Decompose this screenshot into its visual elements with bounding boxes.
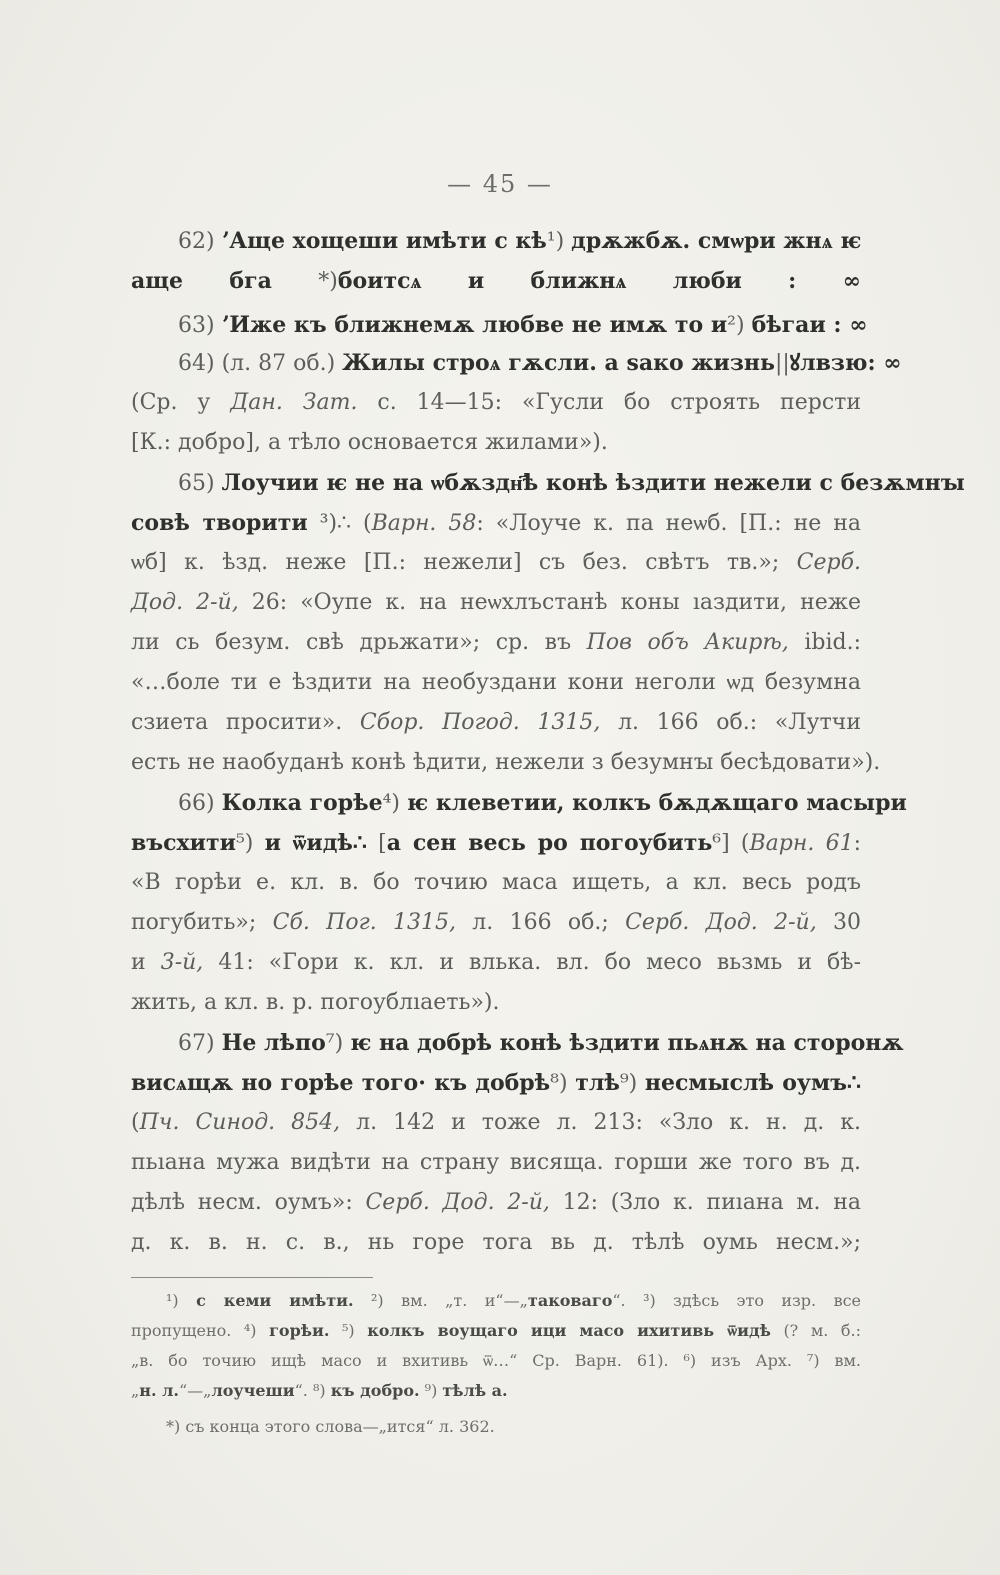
source-reference: Сбор. Погод. 1315,: [359, 710, 601, 735]
church-slavonic-text: Лоучии ѥ не на ѡбѫздн҃ѣ конѣ ѣздити нежели с безѫмнꙑ: [221, 470, 965, 496]
commentary-text: л. 142 и тоже л. 213: «Зло к. н. д. к.: [340, 1110, 861, 1135]
commentary-text: ²) вм. „т. и“—„: [353, 1291, 528, 1310]
church-slavonic-text: аще бга: [131, 268, 319, 294]
commentary-text: ¹): [546, 229, 572, 254]
commentary-text: ibid.:: [788, 630, 862, 655]
church-slavonic-text: ʼАще хощеши имѣти с кѣ: [221, 228, 547, 254]
church-slavonic-text: тѣлѣ а.: [442, 1381, 508, 1400]
commentary-text: и: [131, 950, 161, 975]
text-line: [131, 1188, 861, 1220]
commentary-text: “. ⁸): [294, 1381, 331, 1400]
text-line: [131, 748, 881, 780]
commentary-text: ⁶] (: [712, 831, 750, 856]
commentary-text: 63): [178, 313, 222, 338]
commentary-text: „в. бо точию ищѣ масо и вхитивь ѿ…“ Ср. Варн. 61). ⁶) изъ Арх. ⁷) вм.: [131, 1351, 861, 1370]
commentary-text: ||: [774, 351, 790, 376]
church-slavonic-text: висѧщѫ но горѣе того· къ добрѣ: [131, 1070, 551, 1096]
text-line: [131, 428, 861, 460]
source-reference: Серб.: [796, 550, 861, 575]
footnote-line: [131, 1380, 861, 1404]
commentary-text: ⁴): [382, 791, 407, 816]
commentary-text: жить, а кл. в. р. погоублıаеть»).: [131, 990, 500, 1015]
commentary-text: сзиета просити».: [131, 710, 360, 735]
text-line: [131, 668, 861, 700]
text-line: [131, 1068, 861, 1100]
source-reference: Дан. Зат.: [230, 390, 358, 415]
commentary-text: ⁵): [329, 1321, 368, 1340]
text-line: [178, 468, 965, 500]
commentary-text: :: [853, 831, 861, 856]
commentary-text: ²): [727, 313, 752, 338]
church-slavonic-text: таковаго: [527, 1291, 613, 1310]
commentary-text: «…боле ти е ѣздити на необуздани кони неголи ѡд безумна: [131, 670, 861, 695]
text-line: [178, 310, 868, 342]
commentary-text: л. 166 об.;: [456, 910, 626, 935]
source-reference: Пч. Синод. 854,: [139, 1110, 341, 1135]
church-slavonic-text: совѣ творити: [131, 510, 308, 536]
text-line: [131, 868, 861, 900]
commentary-text: ѡб] к. ѣзд. неже [П.: нежели] съ без. свѣтъ тв.»;: [131, 550, 797, 575]
commentary-text: [: [366, 831, 387, 856]
commentary-text: пропущено. ⁴): [131, 1321, 270, 1340]
commentary-text: 62): [178, 229, 222, 254]
commentary-text: пьıана мужа видѣти на страну висяща. горши же того въ д.: [131, 1150, 861, 1175]
church-slavonic-text: въсхити: [131, 830, 236, 856]
commentary-text: ¹): [166, 1291, 197, 1310]
text-line: [178, 226, 861, 258]
footnote-divider: [131, 1277, 373, 1278]
commentary-text: ⁹): [419, 1381, 443, 1400]
source-reference: Дод. 2-й,: [131, 590, 239, 615]
commentary-text: 12: (Зло к. пиıана м. на: [549, 1190, 861, 1215]
text-line: [131, 388, 861, 420]
commentary-text: ли сь безум. свѣ дрьжати»; ср. въ: [131, 630, 587, 655]
commentary-text: д. к. в. н. с. в., нь горе тога вь д. тѣлѣ оумь несм.»;: [131, 1230, 861, 1255]
commentary-text: *): [318, 269, 338, 294]
church-slavonic-text: ꙋлвзю: ∞: [789, 350, 902, 376]
commentary-text: „: [131, 1381, 140, 1400]
church-slavonic-text: ѥ на добрѣ конѣ ѣздити пьѧнѫ на сторонѫ: [350, 1030, 904, 1056]
text-line: [178, 348, 902, 380]
church-slavonic-text: лоучеши: [211, 1381, 295, 1400]
text-line: [131, 628, 861, 660]
church-slavonic-text: ѥ клеветии, колкъ бѫдѫщаго масыри: [407, 790, 907, 816]
page-number: — 45 —: [447, 170, 553, 198]
text-line: [178, 1028, 904, 1060]
text-line: [131, 588, 861, 620]
text-line: [131, 1148, 861, 1180]
commentary-text: погубить»;: [131, 910, 273, 935]
text-line: [131, 708, 861, 740]
text-line: [131, 988, 861, 1020]
commentary-text: «В горѣи е. кл. в. бо точию маса ищеть, а кл. весь родъ: [131, 870, 861, 895]
church-slavonic-text: боитсѧ и ближнѧ люби : ∞: [337, 268, 861, 294]
commentary-text: 41: «Гори к. кл. и влька. вл. бо месо вьзмь и бѣ-: [203, 950, 861, 975]
church-slavonic-text: Жилы строѧ гѫсли. а ѕако жизнь: [342, 350, 775, 376]
church-slavonic-text: Колка горѣе: [221, 790, 383, 816]
footnote-line: [131, 1350, 861, 1374]
commentary-text: [К.: добро], а тѣло основается жилами»).: [131, 430, 608, 455]
commentary-text: ⁷): [325, 1031, 351, 1056]
commentary-text: 30: [816, 910, 861, 935]
commentary-text: (? м. б.:: [770, 1321, 862, 1340]
church-slavonic-text: Не лѣпо: [221, 1030, 326, 1056]
footnote-line: [166, 1290, 861, 1314]
commentary-text: *) съ конца этого слова—„ится“ л. 362.: [166, 1417, 495, 1436]
commentary-text: 26: «Оупе к. на неѡхлъстанѣ коны ıаздити, неже: [238, 590, 862, 615]
source-reference: Сб. Пог. 1315,: [272, 910, 456, 935]
commentary-text: дѣлѣ несм. оумъ»:: [131, 1190, 366, 1215]
footnote-line: [131, 1320, 861, 1344]
commentary-text: ⁸): [550, 1071, 576, 1096]
commentary-text: ⁵): [235, 831, 265, 856]
text-line: [131, 548, 861, 580]
church-slavonic-text: с кеми имѣти.: [196, 1291, 354, 1310]
text-line: [131, 508, 861, 540]
commentary-text: с. 14—15: «Гусли бо строять персти: [357, 390, 861, 415]
text-line: [178, 788, 907, 820]
commentary-text: “. ³) здѣсь это изр. все: [612, 1291, 862, 1310]
source-reference: Варн. 58: [371, 511, 477, 536]
church-slavonic-text: горѣи.: [269, 1321, 330, 1340]
commentary-text: : «Лоуче к. па неѡб. [П.: не на: [476, 511, 862, 536]
church-slavonic-text: ʼИже къ ближнемѫ любве не имѫ то и: [221, 312, 728, 338]
source-reference: Пов объ Акирѣ,: [586, 630, 789, 655]
commentary-text: есть не наобуданѣ конѣ ѣдити, нежели з безумнꙑ бесѣдовати»).: [131, 750, 881, 775]
commentary-text: 64) (л. 87 об.): [178, 351, 343, 376]
church-slavonic-text: колкъ воущаго ици масо ихитивь ѿидѣ: [367, 1321, 771, 1340]
church-slavonic-text: бѣгаи : ∞: [751, 312, 868, 338]
church-slavonic-text: тлѣ: [575, 1070, 620, 1096]
commentary-text: 66): [178, 791, 222, 816]
footnote-line: [166, 1416, 861, 1440]
text-line: [131, 1228, 861, 1260]
church-slavonic-text: къ добро.: [330, 1381, 420, 1400]
commentary-text: “—„: [179, 1381, 212, 1400]
commentary-text: 67): [178, 1031, 222, 1056]
church-slavonic-text: а сен весь ро погоубить: [386, 830, 713, 856]
church-slavonic-text: несмыслѣ оумъ∴: [644, 1070, 862, 1096]
text-line: [131, 266, 861, 298]
source-reference: Серб. Дод. 2-й,: [365, 1190, 550, 1215]
source-reference: 3-й,: [160, 950, 204, 975]
church-slavonic-text: и ѿидѣ∴: [264, 830, 367, 856]
text-line: [131, 908, 861, 940]
commentary-text: ³)∴ (: [307, 511, 372, 536]
commentary-text: 65): [178, 471, 222, 496]
text-line: [131, 1108, 861, 1140]
church-slavonic-text: дрѫжбѫ. смѡри жнѧ ѥ: [571, 228, 862, 254]
source-reference: Серб. Дод. 2-й,: [625, 910, 817, 935]
source-reference: Варн. 61: [749, 831, 854, 856]
commentary-text: (Ср. у: [131, 390, 231, 415]
commentary-text: (: [131, 1110, 140, 1135]
text-line: [131, 948, 861, 980]
commentary-text: л. 166 об.: «Лутчи: [600, 710, 861, 735]
text-line: [131, 828, 861, 860]
church-slavonic-text: н. л.: [139, 1381, 179, 1400]
commentary-text: ⁹): [619, 1071, 645, 1096]
